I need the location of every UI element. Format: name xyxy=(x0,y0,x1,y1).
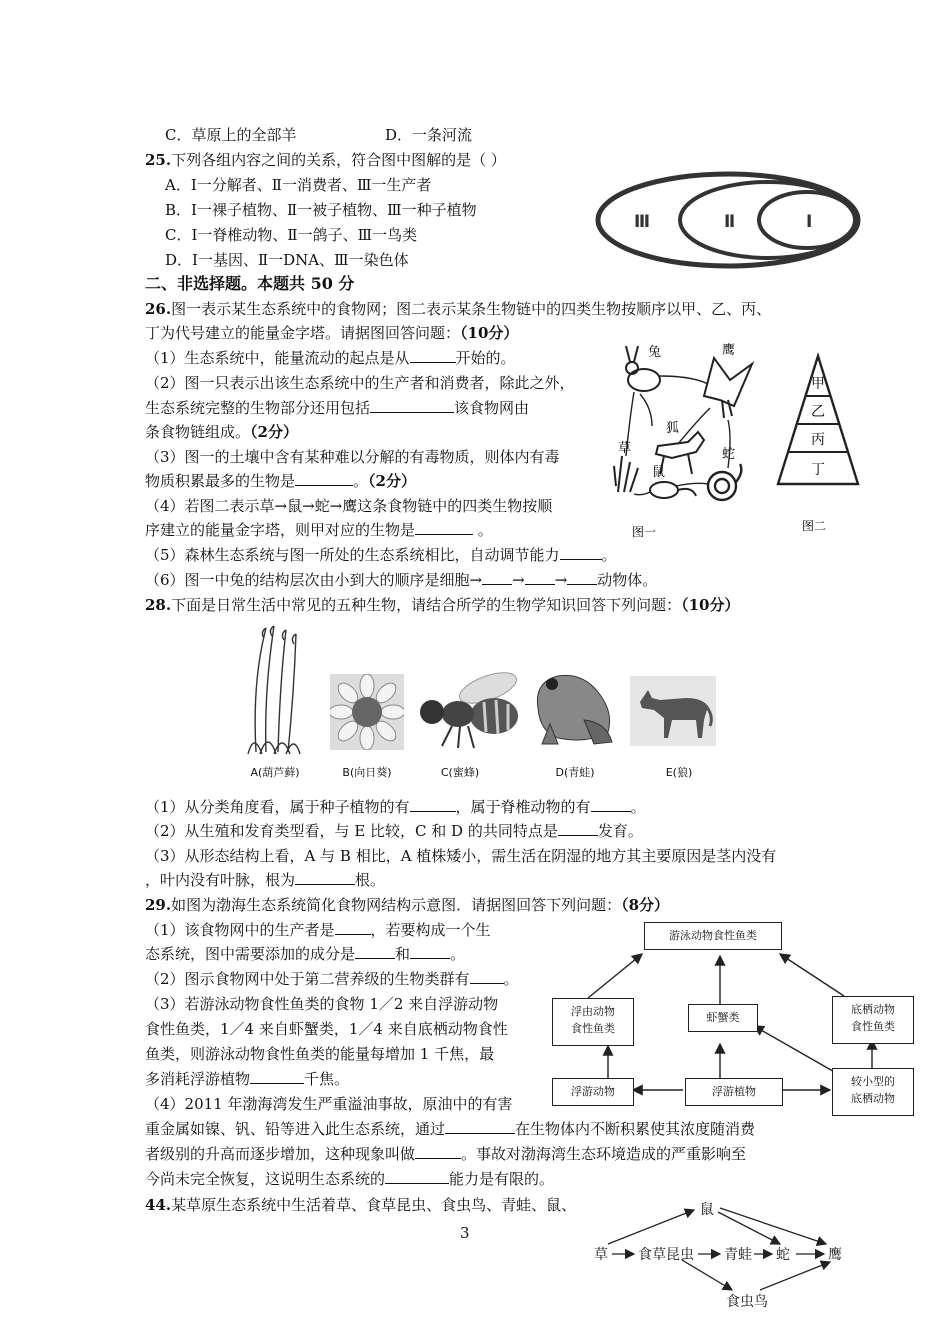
nested-circles-diagram xyxy=(592,168,864,272)
answer-blank[interactable] xyxy=(295,470,353,486)
q29-part1-line1: （1）该食物网中的生产者是 ，若要构成一个生 xyxy=(145,921,491,939)
answer-blank[interactable] xyxy=(415,519,473,535)
energy-pyramid-figure-2 xyxy=(772,352,864,538)
q25-option-c: C．Ⅰ一脊椎动物、Ⅱ一鸽子、Ⅲ一鸟类 xyxy=(165,226,418,244)
answer-blank[interactable] xyxy=(370,397,454,413)
answer-blank[interactable] xyxy=(250,1068,304,1084)
label-snake: 蛇 xyxy=(776,1247,790,1263)
pyramid-level-2: 乙 xyxy=(811,404,825,420)
q28-part3-line1: （3）从形态结构上看，A 与 B 相比，A 植株矮小，需生活在阴湿的地方其主要原因是茎内没有 xyxy=(145,847,777,865)
node-benthic-fish: 底栖动物 食性鱼类 xyxy=(832,996,914,1044)
q25-option-b: B．Ⅰ一裸子植物、Ⅱ一被子植物、Ⅲ一种子植物 xyxy=(165,201,477,219)
answer-blank[interactable] xyxy=(410,347,456,363)
q24-option-d: D．一条河流 xyxy=(385,126,473,144)
q29-part4-line2: 重金属如镍、钒、铅等进入此生态系统，通过 在生物体内不断积累使其浓度随消费 xyxy=(145,1120,756,1138)
bohai-food-web-diagram xyxy=(548,920,920,1116)
answer-blank[interactable] xyxy=(445,1118,515,1134)
node-zooplankton: 浮游动物 xyxy=(552,1078,634,1106)
q24-option-c: C．草原上的全部羊 xyxy=(165,126,297,144)
q26-part4-line2: 序建立的能量金字塔，则甲对应的生物是 。 xyxy=(145,521,493,539)
caption-a: A(葫芦藓) xyxy=(250,766,300,779)
circle-label-2: Ⅱ xyxy=(724,212,736,232)
answer-blank[interactable] xyxy=(295,869,355,885)
q29-part1-line2: 态系统，图中需要添加的成分是 和 。 xyxy=(145,945,466,963)
snake-illustration xyxy=(708,464,741,500)
answer-blank[interactable] xyxy=(558,820,598,836)
answer-blank[interactable] xyxy=(591,796,631,812)
q26-part2-line2: 生态系统完整的生物部分还用包括 该食物网由 xyxy=(145,399,530,417)
pyramid-level-1: 甲 xyxy=(811,376,825,392)
label-hawk: 鹰 xyxy=(722,343,736,358)
circle-label-3: Ⅲ xyxy=(634,212,651,232)
label-mouse: 鼠 xyxy=(700,1202,714,1218)
q28-part3-line2: ，叶内没有叶脉，根为 根。 xyxy=(145,871,386,889)
figure-1-caption: 图一 xyxy=(632,525,657,539)
answer-blank[interactable] xyxy=(410,796,456,812)
label-grass: 草 xyxy=(594,1247,608,1263)
q26-stem-line1: 26.图一表示某生态系统中的食物网；图二表示某条生物链中的四类生物按顺序以甲、乙、丙、 xyxy=(145,300,772,318)
answer-blank[interactable] xyxy=(415,1143,461,1159)
answer-blank[interactable] xyxy=(482,569,512,585)
q25-option-a: A．Ⅰ一分解者、Ⅱ一消费者、Ⅲ一生产者 xyxy=(165,176,432,194)
q29-part4-line4: 今尚未完全恢复，这说明生态系统的 能力是有限的。 xyxy=(145,1170,555,1188)
node-phytoplankton: 浮游植物 xyxy=(685,1078,783,1106)
answer-blank[interactable] xyxy=(567,569,597,585)
label-bird: 食虫鸟 xyxy=(726,1294,768,1310)
q26-part2-line1: （2）图一只表示出该生态系统中的生产者和消费者，除此之外， xyxy=(145,374,575,392)
bee-image xyxy=(412,666,524,752)
label-fox: 狐 xyxy=(666,421,680,436)
node-swimming-fish: 游泳动物食性鱼类 xyxy=(644,922,782,950)
answer-blank[interactable] xyxy=(410,943,450,959)
answer-blank[interactable] xyxy=(335,919,371,935)
answer-blank[interactable] xyxy=(525,569,555,585)
q28-part1: （1）从分类角度看，属于种子植物的有 ，属于脊椎动物的有 。 xyxy=(145,798,646,816)
hawk-illustration xyxy=(704,358,752,418)
q29-part3-line2: 食性鱼类，1／4 来自虾蟹类，1／4 来自底栖动物食性 xyxy=(145,1020,508,1038)
q25-stem: 25.下列各组内容之间的关系，符合图中图解的是（ ） xyxy=(145,151,506,169)
q29-part3-line3: 鱼类，则游泳动物食性鱼类的能量每增加 1 千焦，最 xyxy=(145,1045,495,1063)
node-shrimp-crab: 虾蟹类 xyxy=(688,1004,758,1032)
pyramid-level-4: 丁 xyxy=(811,462,825,478)
grass-illustration xyxy=(614,456,638,492)
q26-part5: （5）森林生态系统与图一所处的生态系统相比，自动调节能力 。 xyxy=(145,546,617,564)
label-hawk: 鹰 xyxy=(828,1247,842,1263)
node-zooplankton-fish: 浮由动物 食性鱼类 xyxy=(552,998,634,1046)
answer-blank[interactable] xyxy=(470,968,504,984)
q29-part2: （2）图示食物网中处于第二营养级的生物类群有 。 xyxy=(145,970,519,988)
label-frog: 青蛙 xyxy=(724,1247,752,1263)
q29-part3-line1: （3）若游泳动物食性鱼类的食物 1／2 来自浮游动物 xyxy=(145,995,499,1013)
label-grass: 草 xyxy=(618,441,632,456)
q26-part1: （1）生态系统中，能量流动的起点是从 开始的。 xyxy=(145,349,516,367)
node-small-benthic: 较小型的 底栖动物 xyxy=(832,1068,914,1116)
caption-b: B(向日葵) xyxy=(342,766,392,779)
q29-part3-line4: 多消耗浮游植物 千焦。 xyxy=(145,1070,350,1088)
q44-stem: 44.某草原生态系统中生活着草、食草昆虫、食虫鸟、青蛙、鼠、 xyxy=(145,1196,577,1214)
q26-part3-line2: 物质积累最多的生物是 。（2分） xyxy=(145,472,416,490)
grassland-food-web-diagram xyxy=(590,1196,860,1312)
answer-blank[interactable] xyxy=(385,1168,449,1184)
wolf-image xyxy=(630,676,716,746)
section-title: 二、非选择题。本题共 50 分 xyxy=(145,274,355,293)
caption-c: C(蜜蜂) xyxy=(440,766,480,779)
circle-label-1: Ⅰ xyxy=(806,212,813,232)
food-web-figure-1 xyxy=(612,336,762,542)
caption-d: D(青蛙) xyxy=(555,766,595,779)
answer-blank[interactable] xyxy=(560,544,602,560)
label-insect: 食草昆虫 xyxy=(638,1247,694,1263)
sunflower-image xyxy=(330,674,404,750)
q25-option-d: D．Ⅰ一基因、Ⅱ一DNA、Ⅲ一染色体 xyxy=(165,251,409,269)
q28-part2: （2）从生殖和发育类型看，与 E 比较，C 和 D 的共同特点是 发育。 xyxy=(145,822,643,840)
answer-blank[interactable] xyxy=(355,943,395,959)
page-number: 3 xyxy=(460,1224,470,1242)
pyramid-level-3: 丙 xyxy=(811,432,825,448)
q29-part4-line1: （4）2011 年渤海湾发生严重溢油事故，原油中的有害 xyxy=(145,1095,513,1113)
q26-part6: （6）图一中兔的结构层次由小到大的顺序是细胞→ → → 动物体。 xyxy=(145,571,658,589)
label-snake: 蛇 xyxy=(722,447,736,462)
figure-2-caption: 图二 xyxy=(802,519,827,533)
q26-part2-line3: 条食物链组成。（2分） xyxy=(145,423,298,441)
moss-image xyxy=(244,622,302,756)
frog-image xyxy=(528,662,618,748)
q29-part4-line3: 者级别的升高而逐步增加，这种现象叫做 。事故对渤海湾生态环境造成的严重影响至 xyxy=(145,1145,747,1163)
q26-part4-line1: （4）若图二表示草→鼠→蛇→鹰这条食物链中的四类生物按顺 xyxy=(145,497,553,515)
label-rabbit: 兔 xyxy=(648,345,662,360)
q28-stem: 28.下面是日常生活中常见的五种生物，请结合所学的生物学知识回答下列问题：（10分） xyxy=(145,596,740,614)
q29-stem: 29.如图为渤海生态系统简化食物网结构示意图．请据图回答下列问题：（8分） xyxy=(145,896,670,914)
label-mouse: 鼠 xyxy=(652,465,666,480)
q26-stem-line2: 丁为代号建立的能量金字塔。请据图回答问题：（10分） xyxy=(145,324,519,342)
q26-part3-line1: （3）图一的土壤中含有某种难以分解的有毒物质，则体内有毒 xyxy=(145,448,560,466)
caption-e: E(狼) xyxy=(665,766,693,779)
